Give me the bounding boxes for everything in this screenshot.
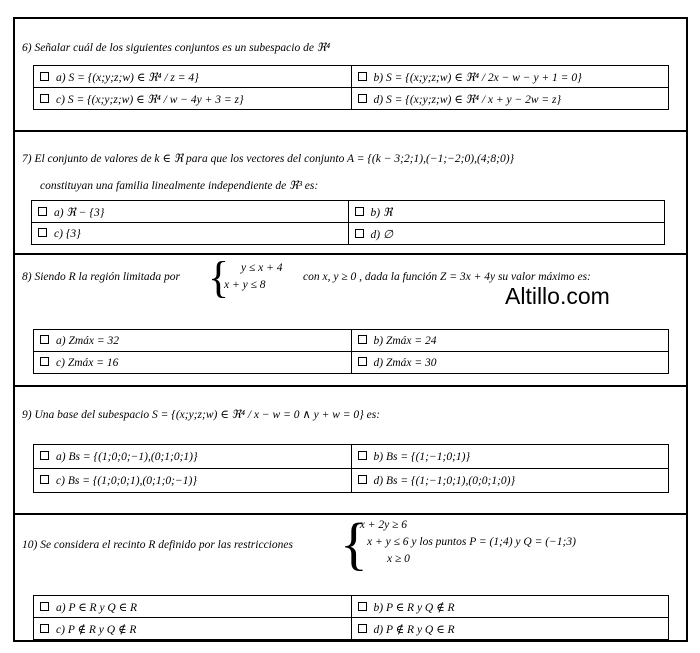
q7-options [31,200,665,245]
q7-option-b[interactable]: b) ℜ [348,201,665,223]
checkbox-icon[interactable] [40,335,49,344]
checkbox-icon[interactable] [355,207,364,216]
q10-option-d[interactable]: d) P ∉ R y Q ∈ R [351,618,669,640]
checkbox-icon[interactable] [355,229,364,238]
q10-options [33,595,669,640]
q8-options [33,329,669,374]
q10-inequality-1: −x + 2y ≥ 6 [352,519,408,531]
checkbox-icon[interactable] [40,451,49,460]
q9-option-b[interactable]: b) Bs = {(1;−1;0;1)} [351,445,669,469]
q6-option-a[interactable]: a) S = {(x;y;z;w) ∈ ℜ⁴ / z = 4} [34,66,352,88]
q7-option-c[interactable]: c) {3} [32,223,349,245]
left-brace-icon: { [340,511,368,576]
checkbox-icon[interactable] [358,624,367,633]
checkbox-icon[interactable] [358,475,367,484]
q8-suffix: con x, y ≥ 0 , dada la función Z = 3x + 4y su valor máximo es: [303,271,591,283]
checkbox-icon[interactable] [40,94,49,103]
q9-prompt: 9) Una base del subespacio S = {(x;y;z;w) ∈ ℜ⁴ / x − w = 0 ∧ y + w = 0} es: [22,409,381,421]
q9-option-d[interactable]: d) Bs = {(1;−1;0;1),(0;0;1;0)} [351,469,669,493]
q10-inequality-2: x + y ≤ 6 y los puntos P = (1;4) y Q = (−1;3) [367,536,576,548]
q10-inequality-3: x ≥ 0 [387,553,410,565]
q6-option-d[interactable]: d) S = {(x;y;z;w) ∈ ℜ⁴ / x + y − 2w = z} [351,88,669,110]
watermark: Altillo.com [505,283,610,309]
q10-option-a[interactable]: a) P ∈ R y Q ∈ R [34,596,352,618]
q8-option-c[interactable]: c) Zmáx = 16 [34,352,352,374]
q8-option-d[interactable]: d) Zmáx = 30 [351,352,669,374]
q8-prefix: 8) Siendo R la región limitada por [22,271,181,283]
separator [13,130,688,132]
q8-option-a[interactable]: a) Zmáx = 32 [34,330,352,352]
checkbox-icon[interactable] [358,451,367,460]
checkbox-icon[interactable] [38,207,47,216]
checkbox-icon[interactable] [40,357,49,366]
q6-options [33,65,669,110]
q10-option-c[interactable]: c) P ∉ R y Q ∉ R [34,618,352,640]
checkbox-icon[interactable] [358,602,367,611]
checkbox-icon[interactable] [38,228,47,237]
q8-system [224,260,283,294]
checkbox-icon[interactable] [40,624,49,633]
q10-system [352,517,576,568]
checkbox-icon[interactable] [358,94,367,103]
q9-option-a[interactable]: a) Bs = {(1;0;0;−1),(0;1;0;1)} [34,445,352,469]
q9-options [33,444,669,493]
q7-option-d[interactable]: d) ∅ [348,223,665,245]
checkbox-icon[interactable] [358,72,367,81]
q6-option-c[interactable]: c) S = {(x;y;z;w) ∈ ℜ⁴ / w − 4y + 3 = z} [34,88,352,110]
q6-option-b[interactable]: b) S = {(x;y;z;w) ∈ ℜ⁴ / 2x − w − y + 1 = 0} [351,66,669,88]
q7-prompt-line1: 7) El conjunto de valores de k ∈ ℜ para que los vectores del conjunto A = {(k − 3;2;1),(−1;−2;0),(4;8;0)} [22,153,515,165]
q8-inequality-1: y ≤ x + 4 [241,262,283,274]
checkbox-icon[interactable] [358,357,367,366]
q8-inequality-2: x + y ≤ 8 [224,279,266,291]
checkbox-icon[interactable] [40,72,49,81]
q10-prefix: 10) Se considera el recinto R definido por las restricciones [22,539,293,551]
q8-option-b[interactable]: b) Zmáx = 24 [351,330,669,352]
separator [13,385,688,387]
q9-option-c[interactable]: c) Bs = {(1;0;0;1),(0;1;0;−1)} [34,469,352,493]
q10-option-b[interactable]: b) P ∈ R y Q ∉ R [351,596,669,618]
q7-prompt-line2: constituyan una familia linealmente independiente de ℜ³ es: [40,180,319,192]
checkbox-icon[interactable] [40,602,49,611]
left-brace-icon: { [208,253,230,302]
checkbox-icon[interactable] [358,335,367,344]
checkbox-icon[interactable] [40,475,49,484]
q6-prompt: 6) Señalar cuál de los siguientes conjuntos es un subespacio de ℜ⁴ [22,42,331,54]
q7-option-a[interactable]: a) ℜ − {3} [32,201,349,223]
separator [13,253,688,255]
